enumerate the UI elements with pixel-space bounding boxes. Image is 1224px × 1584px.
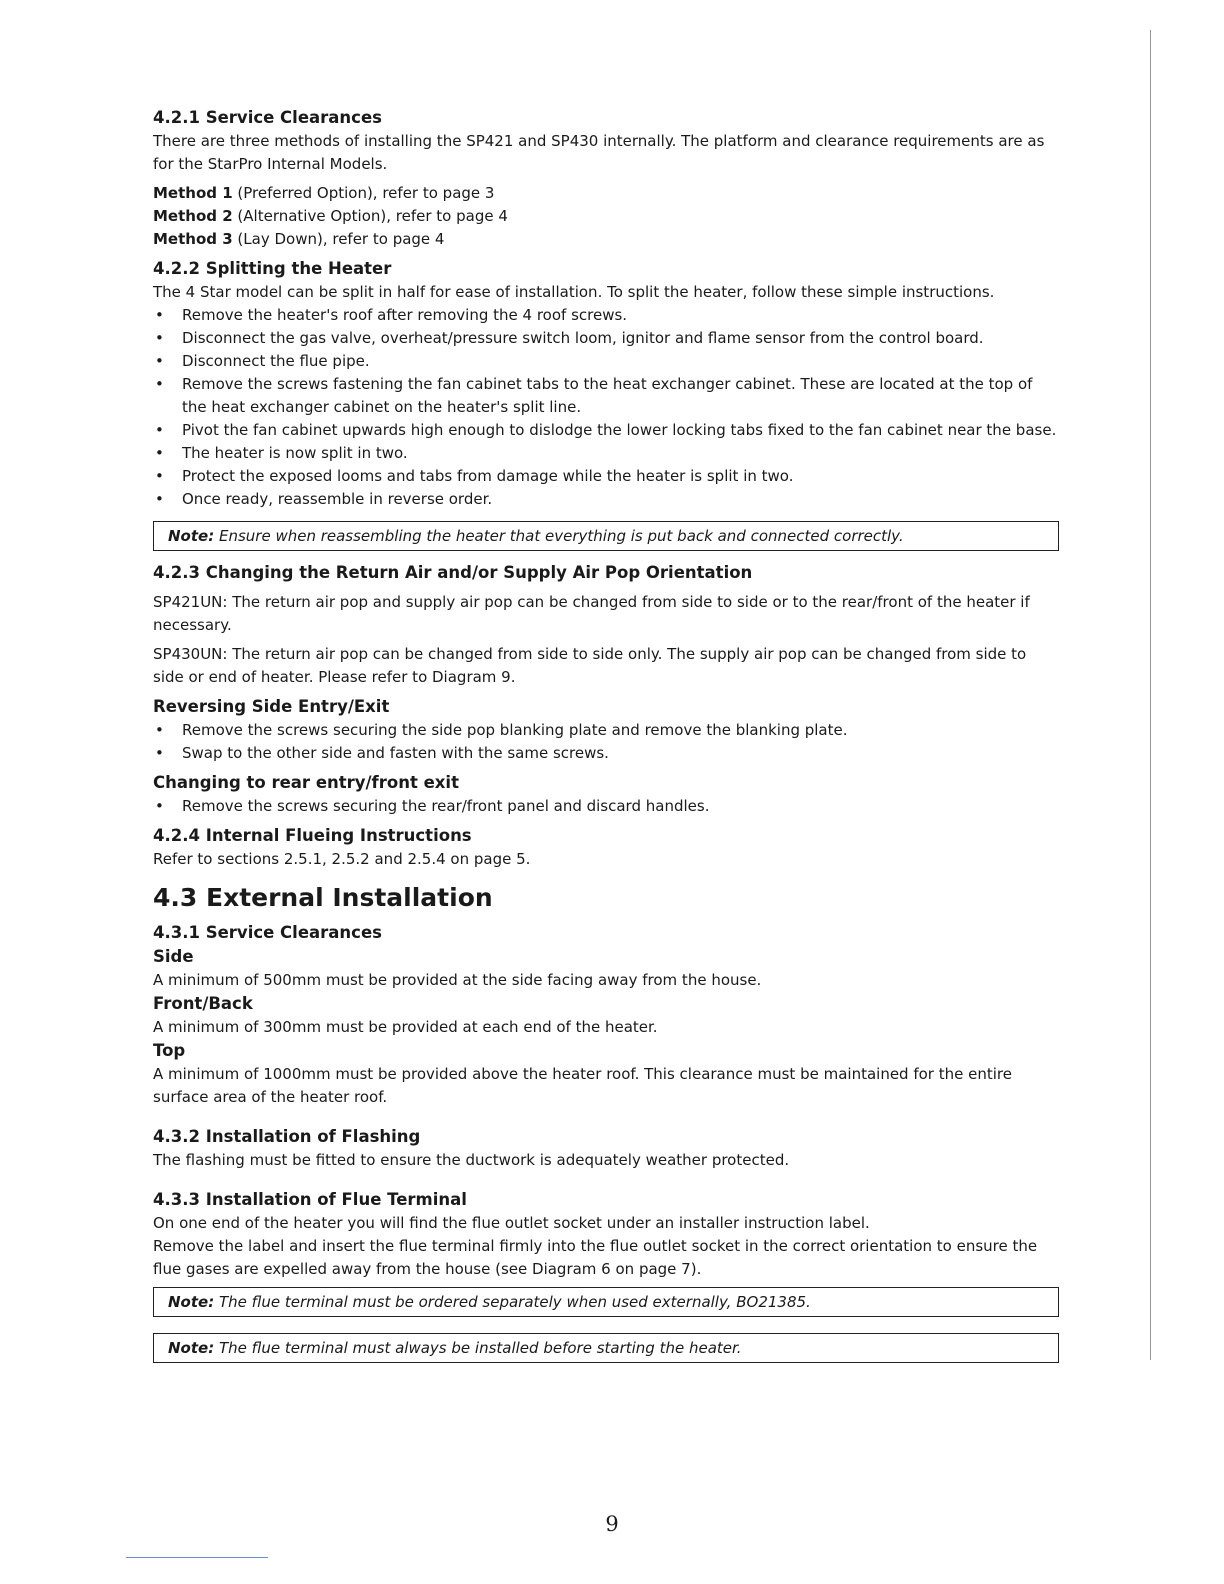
list-item: • The heater is now split in two. <box>155 444 408 462</box>
method-label: Method 2 <box>153 207 233 225</box>
bullet-list <box>153 795 1059 818</box>
paragraph: Remove the label and insert the flue terminal firmly into the flue outlet socket in the correct orientation to ensure the flue gases are expelled away from the house (see Diagram 6 on page 7). <box>153 1237 1038 1278</box>
method-text: (Preferred Option), refer to page 3 <box>232 184 495 202</box>
method-text: (Alternative Option), refer to page 4 <box>232 207 508 225</box>
note-label: Note: <box>168 527 215 545</box>
section-4-3-2 <box>153 1125 1059 1172</box>
list-item: • Disconnect the gas valve, overheat/pressure switch loom, ignitor and flame sensor from the control board. <box>155 329 984 347</box>
note-text: The flue terminal must be ordered separately when used externally, BO21385. <box>214 1293 811 1311</box>
section-4-2-2 <box>153 257 1059 551</box>
section-heading: 4.3.1 Service Clearances <box>153 923 382 942</box>
note-text: Ensure when reassembling the heater that everything is put back and connected correctly. <box>214 527 904 545</box>
section-heading: 4.2.4 Internal Flueing Instructions <box>153 826 472 845</box>
method-line <box>153 228 1059 251</box>
footer-rule <box>126 1557 268 1558</box>
bullet-list <box>153 304 1059 511</box>
paragraph: A minimum of 1000mm must be provided above the heater roof. This clearance must be maintained for the entire surface area of the heater roof. <box>153 1065 1012 1106</box>
section-4-2-1 <box>153 106 1059 251</box>
paragraph: There are three methods of installing the SP421 and SP430 internally. The platform and clearance requirements are as for the StarPro Internal Models. <box>153 132 1045 173</box>
section-heading: 4.2.1 Service Clearances <box>153 108 382 127</box>
subsection-heading: Top <box>153 1041 186 1060</box>
list-item: • Protect the exposed looms and tabs from damage while the heater is split in two. <box>155 467 794 485</box>
method-text: (Lay Down), refer to page 4 <box>232 230 445 248</box>
list-item: • Remove the screws fastening the fan cabinet tabs to the heat exchanger cabinet. These are located at the top of the heat exchanger cabinet on the heater's split line. <box>155 375 1033 416</box>
subsection-heading: Front/Back <box>153 994 253 1013</box>
list-item: • Disconnect the flue pipe. <box>155 352 370 370</box>
subsection-heading: Reversing Side Entry/Exit <box>153 697 390 716</box>
note-box <box>153 1333 1059 1363</box>
list-item: • Remove the screws securing the side pop blanking plate and remove the blanking plate. <box>155 721 848 739</box>
method-line <box>153 182 1059 205</box>
page-number: 9 <box>605 1512 619 1536</box>
subsection-heading: Changing to rear entry/front exit <box>153 773 459 792</box>
section-heading: 4.2.2 Splitting the Heater <box>153 259 392 278</box>
section-4-3-3 <box>153 1188 1059 1363</box>
list-item: • Once ready, reassemble in reverse order. <box>155 490 493 508</box>
note-box <box>153 521 1059 551</box>
paragraph: The 4 Star model can be split in half for ease of installation. To split the heater, follow these simple instructions. <box>153 283 995 301</box>
paragraph: A minimum of 300mm must be provided at each end of the heater. <box>153 1018 658 1036</box>
note-text: The flue terminal must always be installed before starting the heater. <box>214 1339 742 1357</box>
paragraph: SP421UN: The return air pop and supply air pop can be changed from side to side or to the rear/front of the heater if necessary. <box>153 593 1030 634</box>
bullet-list <box>153 719 1059 765</box>
note-box <box>153 1287 1059 1317</box>
paragraph: A minimum of 500mm must be provided at the side facing away from the house. <box>153 971 762 989</box>
section-heading: 4.2.3 Changing the Return Air and/or Supply Air Pop Orientation <box>153 563 753 582</box>
section-heading: 4.3.2 Installation of Flashing <box>153 1127 421 1146</box>
method-label: Method 3 <box>153 230 233 248</box>
paragraph: The flashing must be fitted to ensure the ductwork is adequately weather protected. <box>153 1151 790 1169</box>
section-4-2-4 <box>153 824 1059 871</box>
section-4-2-3 <box>153 561 1059 818</box>
section-heading: 4.3.3 Installation of Flue Terminal <box>153 1190 467 1209</box>
list-item: • Remove the screws securing the rear/front panel and discard handles. <box>155 797 710 815</box>
document-page <box>153 106 1059 1363</box>
note-label: Note: <box>168 1339 215 1357</box>
list-item: • Pivot the fan cabinet upwards high enough to dislodge the lower locking tabs fixed to the fan cabinet near the base. <box>155 421 1057 439</box>
paragraph: On one end of the heater you will find the flue outlet socket under an installer instruction label. <box>153 1214 870 1232</box>
paragraph: Refer to sections 2.5.1, 2.5.2 and 2.5.4 on page 5. <box>153 850 531 868</box>
subsection-heading: Side <box>153 947 194 966</box>
note-label: Note: <box>168 1293 215 1311</box>
list-item: • Remove the heater's roof after removing the 4 roof screws. <box>155 306 628 324</box>
paragraph: SP430UN: The return air pop can be changed from side to side only. The supply air pop can be changed from side to side or end of heater. Please refer to Diagram 9. <box>153 645 1027 686</box>
section-4-3-1 <box>153 921 1059 1109</box>
list-item: • Swap to the other side and fasten with the same screws. <box>155 744 609 762</box>
method-label: Method 1 <box>153 184 233 202</box>
chapter-heading: 4.3 External Installation <box>153 883 493 912</box>
scan-edge-line <box>1150 30 1151 1360</box>
method-line <box>153 205 1059 228</box>
